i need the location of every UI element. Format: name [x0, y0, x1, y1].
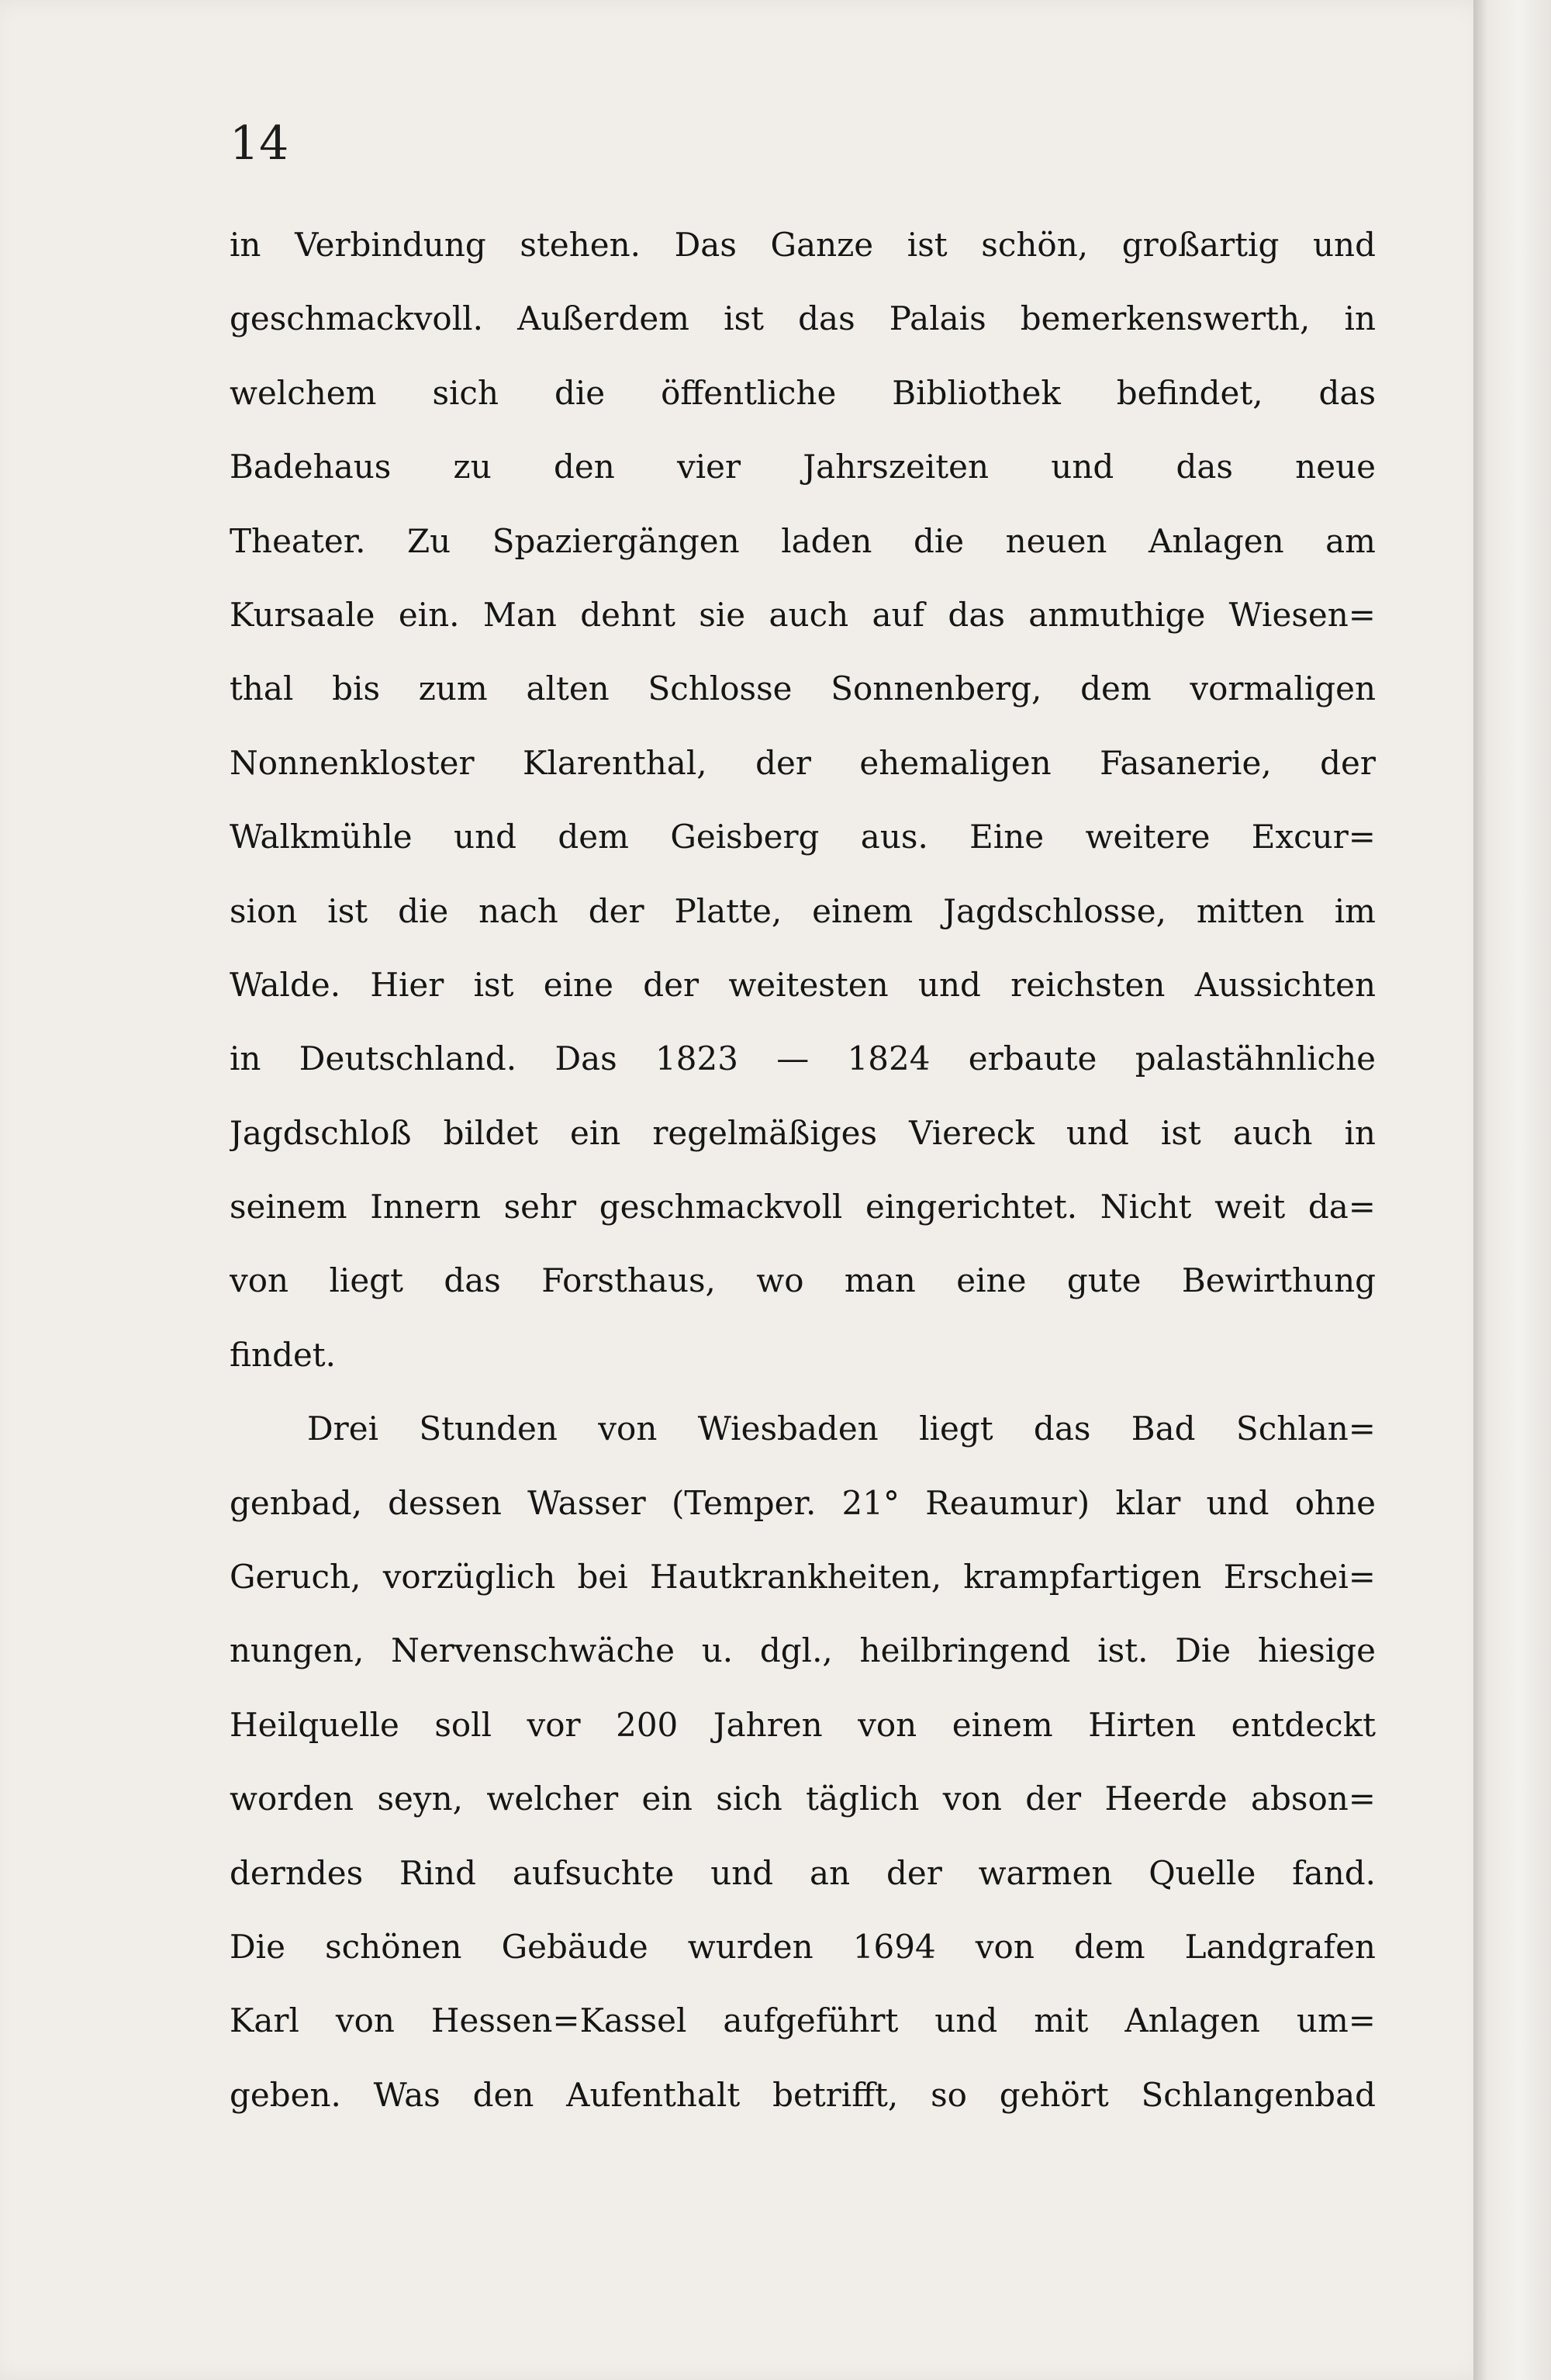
- text-line: nungen, Nervenschwäche u. dgl., heilbringend ist. Die hiesige: [230, 1631, 1376, 1670]
- text-line: worden seyn, welcher ein sich täglich von der Heerde abson=: [230, 1780, 1376, 1818]
- text-line: Karl von Hessen=Kassel aufgeführt und mit Anlagen um=: [230, 2001, 1376, 2040]
- page-edge: [1473, 0, 1551, 2380]
- text-line: thal bis zum alten Schlosse Sonnenberg, dem vormaligen: [230, 669, 1376, 708]
- text-line: in Deutschland. Das 1823 — 1824 erbaute palastähnliche: [230, 1040, 1376, 1078]
- text-line: Badehaus zu den vier Jahrszeiten und das neue: [230, 448, 1376, 486]
- text-line: Walde. Hier ist eine der weitesten und reichsten Aussichten: [230, 965, 1376, 1004]
- text-line: derndes Rind aufsuchte und an der warmen Quelle fand.: [230, 1853, 1376, 1892]
- text-block: [230, 208, 1376, 2132]
- text-line: geben. Was den Aufenthalt betrifft, so gehört Schlangenbad: [230, 2075, 1376, 2114]
- text-line: Nonnenkloster Klarenthal, der ehemaligen Fasanerie, der: [230, 743, 1376, 782]
- text-line: genbad, dessen Wasser (Temper. 21° Reaumur) klar und ohne: [230, 1483, 1376, 1522]
- text-line: in Verbindung stehen. Das Ganze ist schön, großartig und: [230, 226, 1376, 264]
- text-line: sion ist die nach der Platte, einem Jagdschlosse, mitten im: [230, 891, 1376, 930]
- text-line: Heilquelle soll vor 200 Jahren von einem Hirten entdeckt: [230, 1705, 1376, 1744]
- text-line: Theater. Zu Spaziergängen laden die neuen Anlagen am: [230, 521, 1376, 560]
- text-line: welchem sich die öffentliche Bibliothek befindet, das: [230, 373, 1376, 412]
- text-line: seinem Innern sehr geschmackvoll eingerichtet. Nicht weit da=: [230, 1188, 1376, 1226]
- text-line: von liegt das Forsthaus, wo man eine gute Bewirthung: [230, 1261, 1376, 1300]
- text-line: Walkmühle und dem Geisberg aus. Eine weitere Excur=: [230, 818, 1376, 856]
- text-line: Kursaale ein. Man dehnt sie auch auf das anmuthige Wiesen=: [230, 595, 1376, 634]
- page-number: 14: [230, 116, 289, 171]
- text-line: Die schönen Gebäude wurden 1694 von dem Landgrafen: [230, 1927, 1376, 1966]
- text-line: findet.: [230, 1335, 337, 1374]
- text-line: geschmackvoll. Außerdem ist das Palais bemerkenswerth, in: [230, 299, 1376, 338]
- text-line: Geruch, vorzüglich bei Hautkrankheiten, krampfartigen Erschei=: [230, 1558, 1376, 1596]
- text-line: Jagdschloß bildet ein regelmäßiges Viereck und ist auch in: [230, 1113, 1376, 1152]
- text-line: Drei Stunden von Wiesbaden liegt das Bad Schlan=: [307, 1410, 1376, 1448]
